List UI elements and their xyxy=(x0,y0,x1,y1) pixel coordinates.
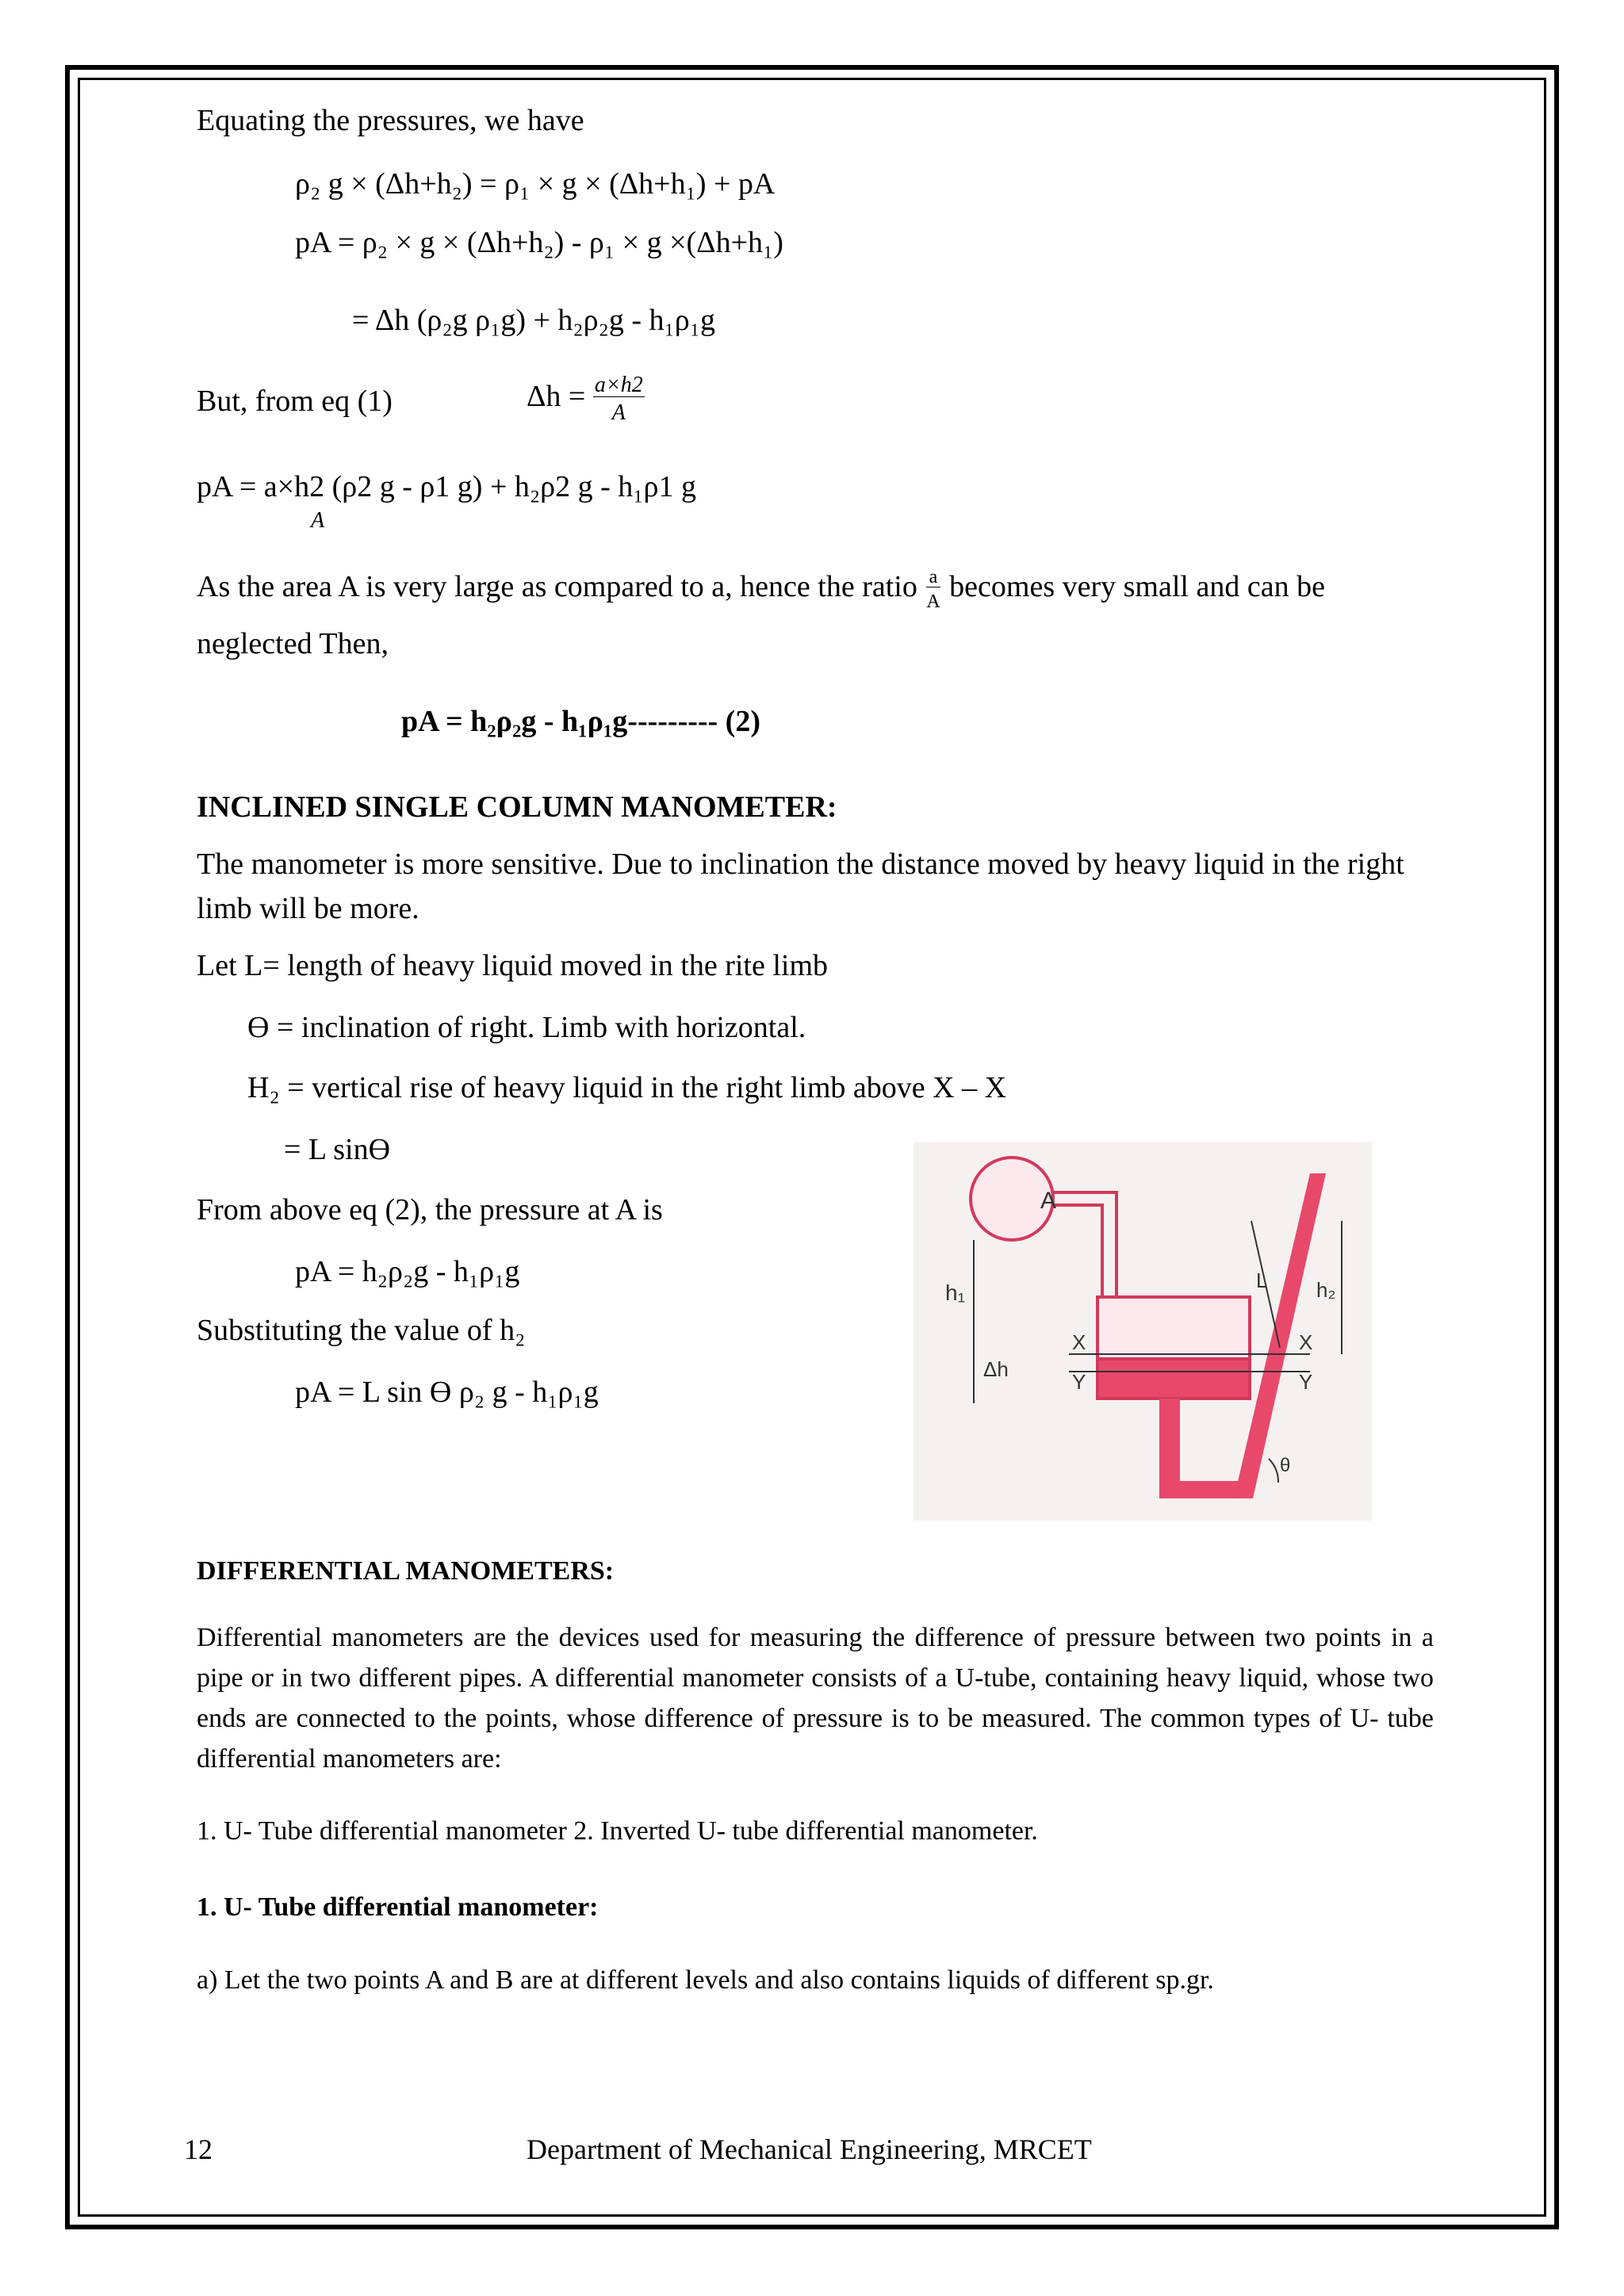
item-a-text: a) Let the two points A and B are at different levels and also contains liquids of different sp.gr. xyxy=(197,1965,1214,1995)
connecting-tube-inner xyxy=(1053,1192,1116,1297)
but-from-text: But, from eq (1) xyxy=(197,385,393,418)
ratio-denominator: A xyxy=(926,591,940,612)
differential-paragraph: Differential manometers are the devices used for measuring the difference of pressure between two points in a pipe or in two different pipes. A differential manometer consists of a U-tube, containing heavy liquid, whose two ends are connected to the points, whose difference of pressure is to be measured. The common types of U- tube differential manometers are: xyxy=(197,1623,1434,1774)
differential-heading: DIFFERENTIAL MANOMETERS: xyxy=(197,1556,615,1586)
equation-1: ρ₂ g × (Δh+h₂) = ρ₁ × g × (Δh+h₁) + pA xyxy=(295,167,776,201)
figure-label-y-left: Y xyxy=(1072,1370,1086,1394)
figure-label-l: L xyxy=(1256,1269,1268,1292)
h2-definition: H₂ = vertical rise of heavy liquid in the right limb above X – X xyxy=(247,1071,1007,1104)
reservoir-light-liquid xyxy=(1097,1297,1250,1359)
figure-label-a: A xyxy=(1040,1188,1057,1214)
l-sin-theta: = L sinϴ xyxy=(284,1133,391,1166)
delta-h-numerator: a×h2 xyxy=(594,373,643,397)
connecting-tube-outer xyxy=(1053,1205,1102,1297)
manometer-diagram xyxy=(914,1142,1372,1521)
theta-definition: ϴ = inclination of right. Limb with horizontal. xyxy=(247,1011,806,1044)
from-above-text: From above eq (2), the pressure at A is xyxy=(197,1193,663,1226)
manometer-types: 1. U- Tube differential manometer 2. Inverted U- tube differential manometer. xyxy=(197,1816,1038,1846)
equation-2: pA = ρ₂ × g × (Δh+h₂) - ρ₁ × g ×(Δh+h₁) xyxy=(295,226,783,259)
pa-equation-1: pA = h₂ρ₂g - h₁ρ₁g xyxy=(295,1255,520,1288)
inclined-manometer-figure xyxy=(914,1142,1372,1521)
inclined-heading: INCLINED SINGLE COLUMN MANOMETER: xyxy=(197,790,837,824)
result-equation: pA = h₂ρ₂g - h₁ρ₁g--------- (2) xyxy=(401,705,760,738)
ratio-fraction xyxy=(926,568,940,611)
figure-label-x-left: X xyxy=(1072,1330,1086,1354)
delta-h-fraction xyxy=(593,374,645,424)
theta-arc xyxy=(1269,1459,1278,1483)
page-number: 12 xyxy=(184,2133,213,2165)
figure-label-y-right: Y xyxy=(1299,1370,1313,1394)
ratio-text-a: As the area A is very large as compared to a, hence the ratio xyxy=(197,570,917,604)
ratio-text xyxy=(197,568,1325,611)
equating-text: Equating the pressures, we have xyxy=(197,104,584,137)
delta-h-lhs: Δh = xyxy=(527,380,586,414)
pa-equation-2: pA = L sin ϴ ρ₂ g - h₁ρ₁g xyxy=(295,1376,599,1409)
reservoir-heavy-liquid xyxy=(1097,1359,1250,1399)
figure-label-h1: h₁ xyxy=(945,1280,966,1305)
delta-h-denominator: A xyxy=(611,400,626,425)
neglected-text: neglected Then, xyxy=(197,627,389,660)
figure-label-x-right: X xyxy=(1299,1330,1313,1354)
let-l-text: Let L= length of heavy liquid moved in the rite limb xyxy=(197,949,829,982)
ratio-text-b: becomes very small and can be xyxy=(949,570,1325,604)
substituting-text: Substituting the value of h₂ xyxy=(197,1314,526,1347)
delta-h-equation xyxy=(527,374,645,424)
figure-label-dh: Δh xyxy=(983,1357,1009,1381)
figure-label-h2: h₂ xyxy=(1316,1278,1336,1302)
u-tube-subheading: 1. U- Tube differential manometer: xyxy=(197,1892,599,1922)
footer-department: Department of Mechanical Engineering, MRCET xyxy=(527,2133,1092,2165)
equation-3: = Δh (ρ₂g ρ₁g) + h₂ρ₂g - h₁ρ₁g xyxy=(352,304,716,337)
ratio-numerator: a xyxy=(926,568,940,587)
figure-label-theta: θ xyxy=(1280,1455,1291,1476)
pa-equation-denominator: A xyxy=(311,508,325,533)
pa-equation-line: pA = a×h2 (ρ2 g - ρ1 g) + h₂ρ2 g - h₁ρ1 g xyxy=(197,470,696,503)
inclined-paragraph: The manometer is more sensitive. Due to inclination the distance moved by heavy liquid in the right limb will be more. xyxy=(197,848,1404,925)
